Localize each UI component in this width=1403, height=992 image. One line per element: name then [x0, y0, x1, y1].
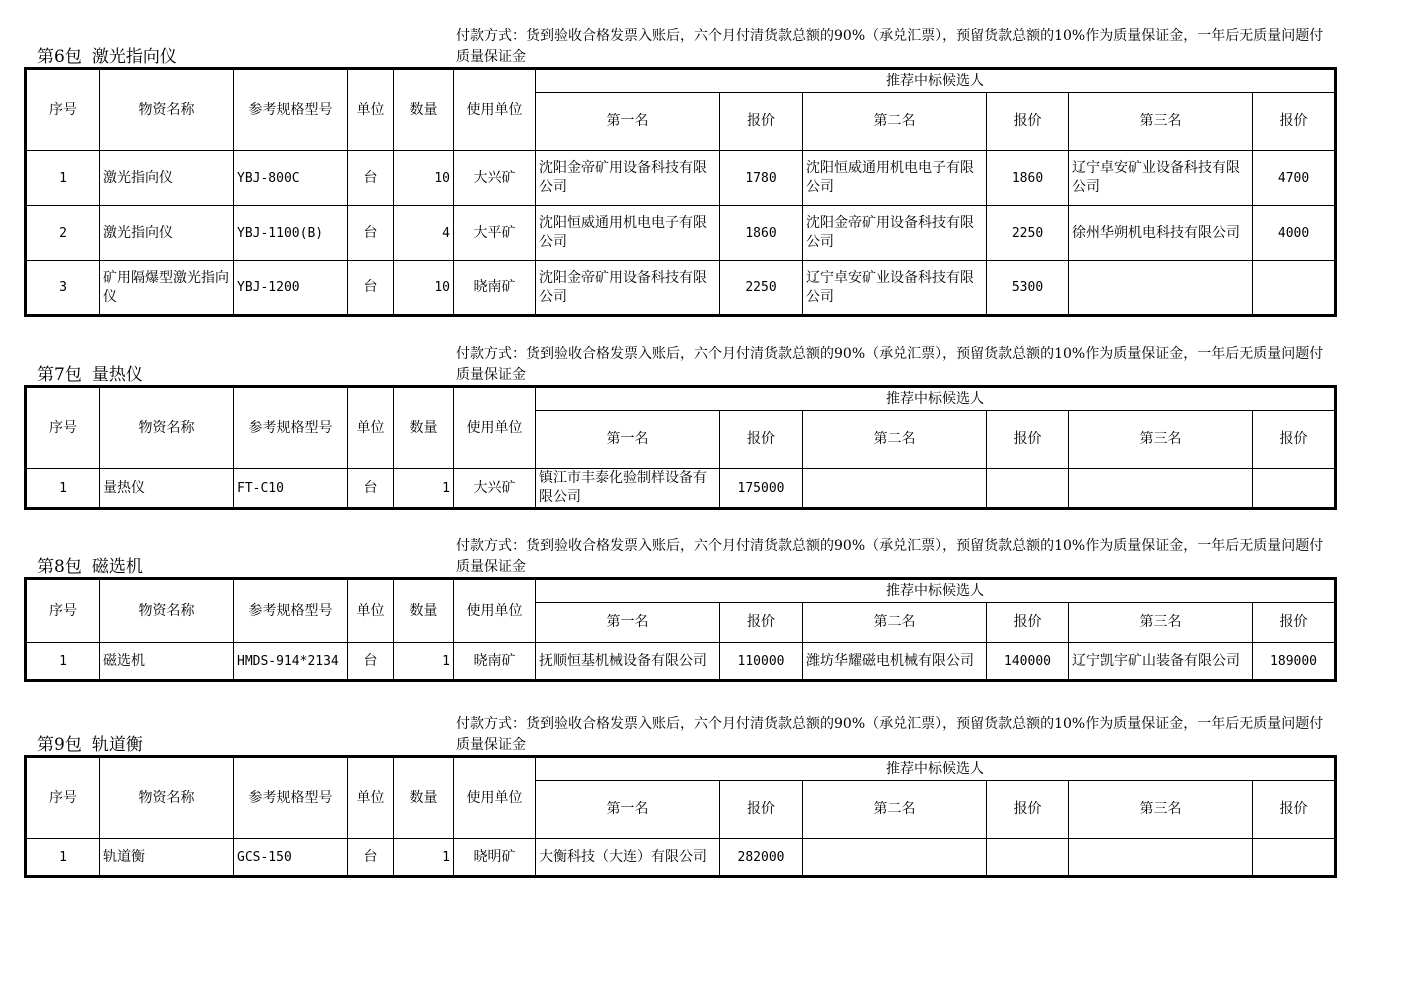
header-material: 物资名称 — [100, 387, 234, 469]
header-second: 第二名 — [803, 781, 987, 839]
table-row — [26, 469, 1336, 509]
cell-first: 沈阳恒威通用机电电子有限公司 — [536, 206, 720, 261]
table-row — [26, 206, 1336, 261]
cell-first: 大衡科技（大连）有限公司 — [536, 839, 720, 877]
header-first: 第一名 — [536, 781, 720, 839]
cell-unit: 台 — [348, 469, 394, 509]
cell-user: 大平矿 — [454, 206, 536, 261]
header-material: 物资名称 — [100, 757, 234, 839]
header-row — [26, 757, 1336, 781]
cell-qty: 4 — [394, 206, 454, 261]
header-user: 使用单位 — [454, 757, 536, 839]
header-qty: 数量 — [394, 579, 454, 643]
header-seq: 序号 — [26, 69, 100, 151]
cell-spec: YBJ-1200 — [234, 261, 348, 316]
cell-third-price — [1253, 839, 1336, 877]
header-seq: 序号 — [26, 387, 100, 469]
table-row — [26, 151, 1336, 206]
package-code: 第7包 — [37, 365, 82, 385]
cell-second: 沈阳金帝矿用设备科技有限公司 — [803, 206, 987, 261]
cell-first-price: 1860 — [720, 206, 803, 261]
cell-second-price — [987, 839, 1069, 877]
cell-third-price: 4000 — [1253, 206, 1336, 261]
header-price: 报价 — [720, 411, 803, 469]
cell-user: 晓南矿 — [454, 261, 536, 316]
cell-seq: 3 — [26, 261, 100, 316]
package-table — [24, 385, 1337, 510]
cell-user: 晓明矿 — [454, 839, 536, 877]
header-price: 报价 — [1253, 93, 1336, 151]
header-unit: 单位 — [348, 757, 394, 839]
cell-third-price — [1253, 261, 1336, 316]
header-spec: 参考规格型号 — [234, 69, 348, 151]
payment-terms: 付款方式：货到验收合格发票入账后，六个月付清货款总额的90%（承兑汇票），预留货款总额的10%作为质量保证金，一年后无质量问题付质量保证金 — [456, 538, 1324, 575]
header-qty: 数量 — [394, 69, 454, 151]
cell-second-price — [987, 469, 1069, 509]
cell-first: 镇江市丰泰化验制样设备有限公司 — [536, 469, 720, 509]
cell-third-price: 4700 — [1253, 151, 1336, 206]
header-qty: 数量 — [394, 387, 454, 469]
cell-unit: 台 — [348, 151, 394, 206]
header-first: 第一名 — [536, 411, 720, 469]
cell-material: 磁选机 — [100, 643, 234, 681]
cell-third: 辽宁卓安矿业设备科技有限公司 — [1069, 151, 1253, 206]
header-first: 第一名 — [536, 603, 720, 643]
cell-unit: 台 — [348, 643, 394, 681]
cell-second: 辽宁卓安矿业设备科技有限公司 — [803, 261, 987, 316]
cell-first-price: 1780 — [720, 151, 803, 206]
header-unit: 单位 — [348, 387, 394, 469]
cell-third-price: 189000 — [1253, 643, 1336, 681]
cell-seq: 2 — [26, 206, 100, 261]
cell-first: 沈阳金帝矿用设备科技有限公司 — [536, 261, 720, 316]
header-price: 报价 — [720, 781, 803, 839]
package-name: 轨道衡 — [91, 735, 143, 755]
header-third: 第三名 — [1069, 93, 1253, 151]
cell-second-price: 140000 — [987, 643, 1069, 681]
payment-terms: 付款方式：货到验收合格发票入账后，六个月付清货款总额的90%（承兑汇票），预留货款总额的10%作为质量保证金，一年后无质量问题付质量保证金 — [456, 28, 1324, 65]
cell-unit: 台 — [348, 261, 394, 316]
cell-second-price: 1860 — [987, 151, 1069, 206]
header-price: 报价 — [987, 411, 1069, 469]
package-table — [24, 577, 1337, 682]
header-unit: 单位 — [348, 579, 394, 643]
package-table — [24, 67, 1337, 317]
cell-first-price: 110000 — [720, 643, 803, 681]
header-price: 报价 — [987, 603, 1069, 643]
header-row — [26, 387, 1336, 411]
package-title — [37, 360, 143, 385]
header-material: 物资名称 — [100, 579, 234, 643]
header-price: 报价 — [987, 93, 1069, 151]
cell-seq: 1 — [26, 643, 100, 681]
cell-third — [1069, 469, 1253, 509]
cell-material: 激光指向仪 — [100, 151, 234, 206]
cell-material: 矿用隔爆型激光指向仪 — [100, 261, 234, 316]
cell-spec: FT-C10 — [234, 469, 348, 509]
table-row — [26, 839, 1336, 877]
package-name: 量热仪 — [91, 365, 143, 385]
cell-second: 潍坊华耀磁电机械有限公司 — [803, 643, 987, 681]
header-row — [26, 69, 1336, 93]
header-second: 第二名 — [803, 93, 987, 151]
cell-material: 激光指向仪 — [100, 206, 234, 261]
cell-first-price: 282000 — [720, 839, 803, 877]
header-second: 第二名 — [803, 603, 987, 643]
package-code: 第9包 — [37, 735, 82, 755]
cell-spec: HMDS-914*2134 — [234, 643, 348, 681]
header-row — [26, 579, 1336, 603]
table-row — [26, 643, 1336, 681]
cell-qty: 1 — [394, 839, 454, 877]
header-price: 报价 — [720, 93, 803, 151]
header-spec: 参考规格型号 — [234, 387, 348, 469]
table-row — [26, 261, 1336, 316]
header-spec: 参考规格型号 — [234, 579, 348, 643]
header-recommend: 推荐中标候选人 — [536, 757, 1336, 781]
header-price: 报价 — [987, 781, 1069, 839]
cell-first: 沈阳金帝矿用设备科技有限公司 — [536, 151, 720, 206]
cell-qty: 10 — [394, 261, 454, 316]
header-seq: 序号 — [26, 757, 100, 839]
header-price: 报价 — [1253, 603, 1336, 643]
cell-unit: 台 — [348, 206, 394, 261]
cell-first-price: 2250 — [720, 261, 803, 316]
cell-spec: GCS-150 — [234, 839, 348, 877]
cell-material: 轨道衡 — [100, 839, 234, 877]
cell-first: 抚顺恒基机械设备有限公司 — [536, 643, 720, 681]
cell-first-price: 175000 — [720, 469, 803, 509]
header-recommend: 推荐中标候选人 — [536, 387, 1336, 411]
package-code: 第6包 — [37, 47, 82, 67]
cell-user: 晓南矿 — [454, 643, 536, 681]
package-title — [37, 552, 143, 577]
cell-second — [803, 469, 987, 509]
cell-spec: YBJ-800C — [234, 151, 348, 206]
cell-third: 辽宁凯宇矿山装备有限公司 — [1069, 643, 1253, 681]
cell-seq: 1 — [26, 469, 100, 509]
header-qty: 数量 — [394, 757, 454, 839]
header-seq: 序号 — [26, 579, 100, 643]
package-table — [24, 755, 1337, 878]
package-name: 激光指向仪 — [91, 47, 177, 67]
package-title — [37, 730, 143, 755]
cell-unit: 台 — [348, 839, 394, 877]
cell-third — [1069, 261, 1253, 316]
payment-terms: 付款方式：货到验收合格发票入账后，六个月付清货款总额的90%（承兑汇票），预留货款总额的10%作为质量保证金，一年后无质量问题付质量保证金 — [456, 346, 1324, 383]
package-name: 磁选机 — [91, 557, 143, 577]
cell-qty: 10 — [394, 151, 454, 206]
package-title — [37, 42, 177, 67]
header-third: 第三名 — [1069, 411, 1253, 469]
cell-material: 量热仪 — [100, 469, 234, 509]
cell-spec: YBJ-1100(B) — [234, 206, 348, 261]
cell-seq: 1 — [26, 151, 100, 206]
cell-second — [803, 839, 987, 877]
cell-third — [1069, 839, 1253, 877]
cell-qty: 1 — [394, 469, 454, 509]
cell-seq: 1 — [26, 839, 100, 877]
cell-second-price: 2250 — [987, 206, 1069, 261]
header-first: 第一名 — [536, 93, 720, 151]
cell-second-price: 5300 — [987, 261, 1069, 316]
header-price: 报价 — [720, 603, 803, 643]
header-price: 报价 — [1253, 781, 1336, 839]
cell-user: 大兴矿 — [454, 469, 536, 509]
package-code: 第8包 — [37, 557, 82, 577]
header-user: 使用单位 — [454, 69, 536, 151]
header-second: 第二名 — [803, 411, 987, 469]
header-recommend: 推荐中标候选人 — [536, 69, 1336, 93]
cell-qty: 1 — [394, 643, 454, 681]
header-spec: 参考规格型号 — [234, 757, 348, 839]
cell-second: 沈阳恒威通用机电电子有限公司 — [803, 151, 987, 206]
header-user: 使用单位 — [454, 387, 536, 469]
header-price: 报价 — [1253, 411, 1336, 469]
cell-third-price — [1253, 469, 1336, 509]
header-material: 物资名称 — [100, 69, 234, 151]
cell-third: 徐州华朔机电科技有限公司 — [1069, 206, 1253, 261]
cell-user: 大兴矿 — [454, 151, 536, 206]
header-third: 第三名 — [1069, 603, 1253, 643]
header-unit: 单位 — [348, 69, 394, 151]
header-recommend: 推荐中标候选人 — [536, 579, 1336, 603]
header-user: 使用单位 — [454, 579, 536, 643]
header-third: 第三名 — [1069, 781, 1253, 839]
payment-terms: 付款方式：货到验收合格发票入账后，六个月付清货款总额的90%（承兑汇票），预留货款总额的10%作为质量保证金，一年后无质量问题付质量保证金 — [456, 716, 1324, 753]
